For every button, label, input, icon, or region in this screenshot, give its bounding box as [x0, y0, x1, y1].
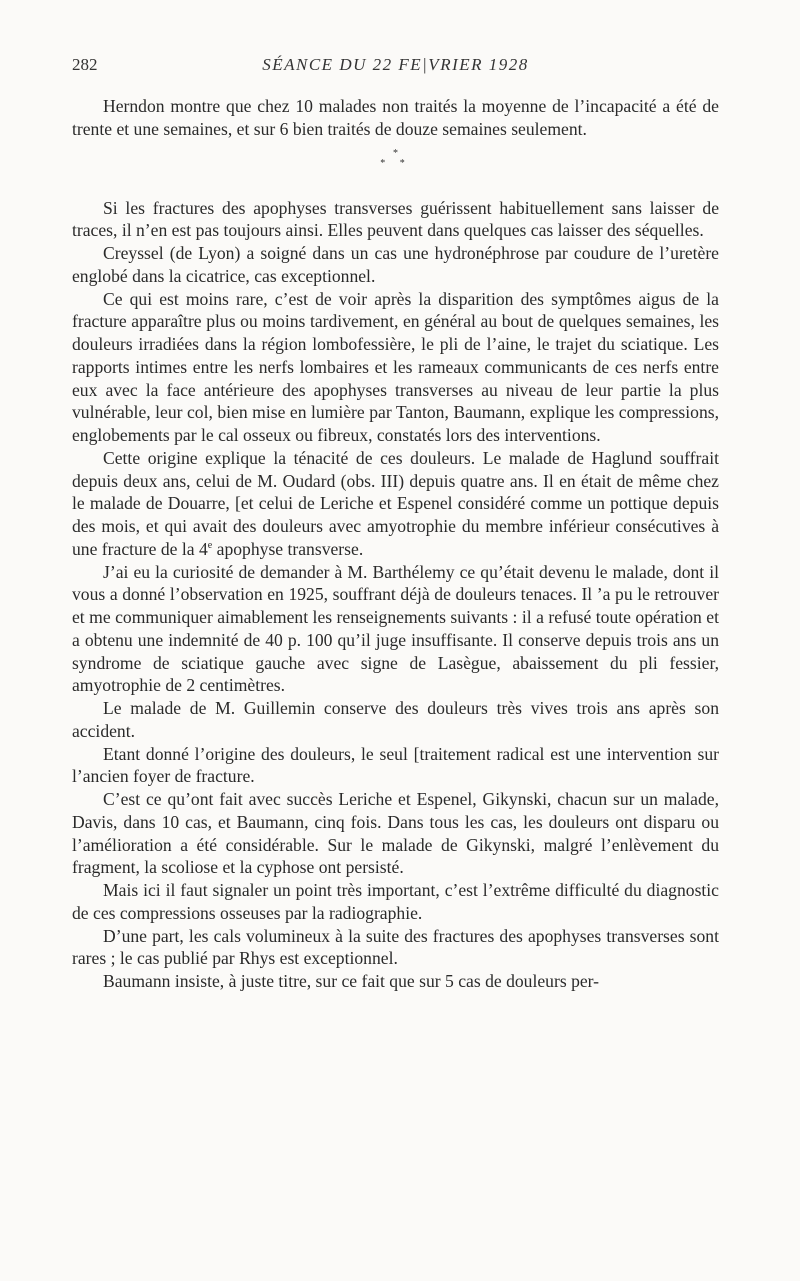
paragraph: D’une part, les cals volumineux à la suite des fractures des apophyses transverses sont rares ; le cas publié par Rhys est exceptionnel.: [72, 925, 719, 969]
paragraph: C’est ce qu’ont fait avec succès Leriche et Espenel, Gikynski, chacun sur un malade, Davis, dans 10 cas, et Baumann, cinq fois. Dans tous les cas, les douleurs ont disparu ou l’amélioration a été considérable. Sur le malade de Gikynski, malgré l’enlèvement du fragment, la scoliose et la cyphose ont persisté.: [72, 789, 719, 878]
ordinal-suffix: e: [207, 539, 213, 551]
separator-stars-bottom: * *: [380, 157, 411, 169]
page-number: 282: [72, 55, 98, 74]
paragraph: [72, 447, 719, 561]
paragraph: Ce qui est moins rare, c’est de voir après la disparition des symptômes aigus de la fracture apparaître plus ou moins tardivement, en général au bout de quelques semaines, les douleurs irradiées dans la région lombofessière, le pli de l’aine, le trajet du sciatique. Les rapports intimes entre les nerfs lombaires et les rameaux communicants de ces nerfs entre eux avec la face antérieure des apophyses transverses au niveau de leur partie la plus vulnérable, leur col, bien mise en lumière par Tanton, Baumann, explique les compressions, englobements par le cal osseux ou fibreux, constatés lors des interventions.: [72, 288, 719, 445]
paragraph-text: Cette origine explique la ténacité de ces douleurs. Le malade de Haglund souffrait depuis deux ans, celui de M. Oudard (obs. III) depuis quatre ans. Il en était de même chez le malade de Douarre, [et celui de Leriche et Espenel considéré comme un pottique depuis des mois, et qui avait des douleurs avec amyotrophie du membre inférieur consécutives à une fracture de la: [72, 447, 719, 559]
paragraph-tail: apophyse transverse.: [212, 538, 364, 559]
paragraph: Mais ici il faut signaler un point très important, c’est l’extrême difficulté du diagnostic de ces compressions osseuses par la radiographie.: [72, 880, 719, 923]
paragraph: Si les fractures des apophyses transverses guérissent habituellement sans laisser de traces, il n’en est pas toujours ainsi. Elles peuvent dans quelques cas laisser des séquelles.: [72, 197, 719, 241]
separator-star-top: *: [393, 147, 398, 159]
paragraph: Le malade de M. Guillemin conserve des douleurs très vives trois ans après son accident.: [72, 698, 719, 741]
page-header: [72, 55, 719, 79]
paragraph: Baumann insiste, à juste titre, sur ce fait que sur 5 cas de douleurs per-: [103, 971, 600, 991]
section-separator: [72, 141, 719, 197]
running-head: SÉANCE DU 22 FE|VRIER 1928: [262, 55, 529, 74]
body-text: [72, 95, 719, 993]
paragraph: Creyssel (de Lyon) a soigné dans un cas une hydronéphrose par coudure de l’uretère englobé dans la cicatrice, cas exceptionnel.: [72, 243, 719, 286]
paragraph: J’ai eu la curiosité de demander à M. Barthélemy ce qu’était devenu le malade, dont il vous a donné l’observation en 1925, souffrant déjà de douleurs tenaces. Il ’a pu le retrouver et me communiquer aimablement les renseignements suivants : il a refusé toute opération et a obtenu une indemnité de 40 p. 100 qu’il juge insuffisante. Il conserve depuis trois ans un syndrome de sciatique gauche avec signe de Lasègue, abaissement du pli fessier, amyotrophie de 2 centimètres.: [72, 561, 719, 696]
paragraph: Etant donné l’origine des douleurs, le seul [traitement radical est une intervention sur l’ancien foyer de fracture.: [72, 743, 719, 787]
paragraph: Herndon montre que chez 10 malades non traités la moyenne de l’incapacité a été de trente et une semaines, et sur 6 bien traités de douze semaines seulement.: [72, 96, 719, 139]
ordinal-number: 4: [199, 538, 208, 559]
